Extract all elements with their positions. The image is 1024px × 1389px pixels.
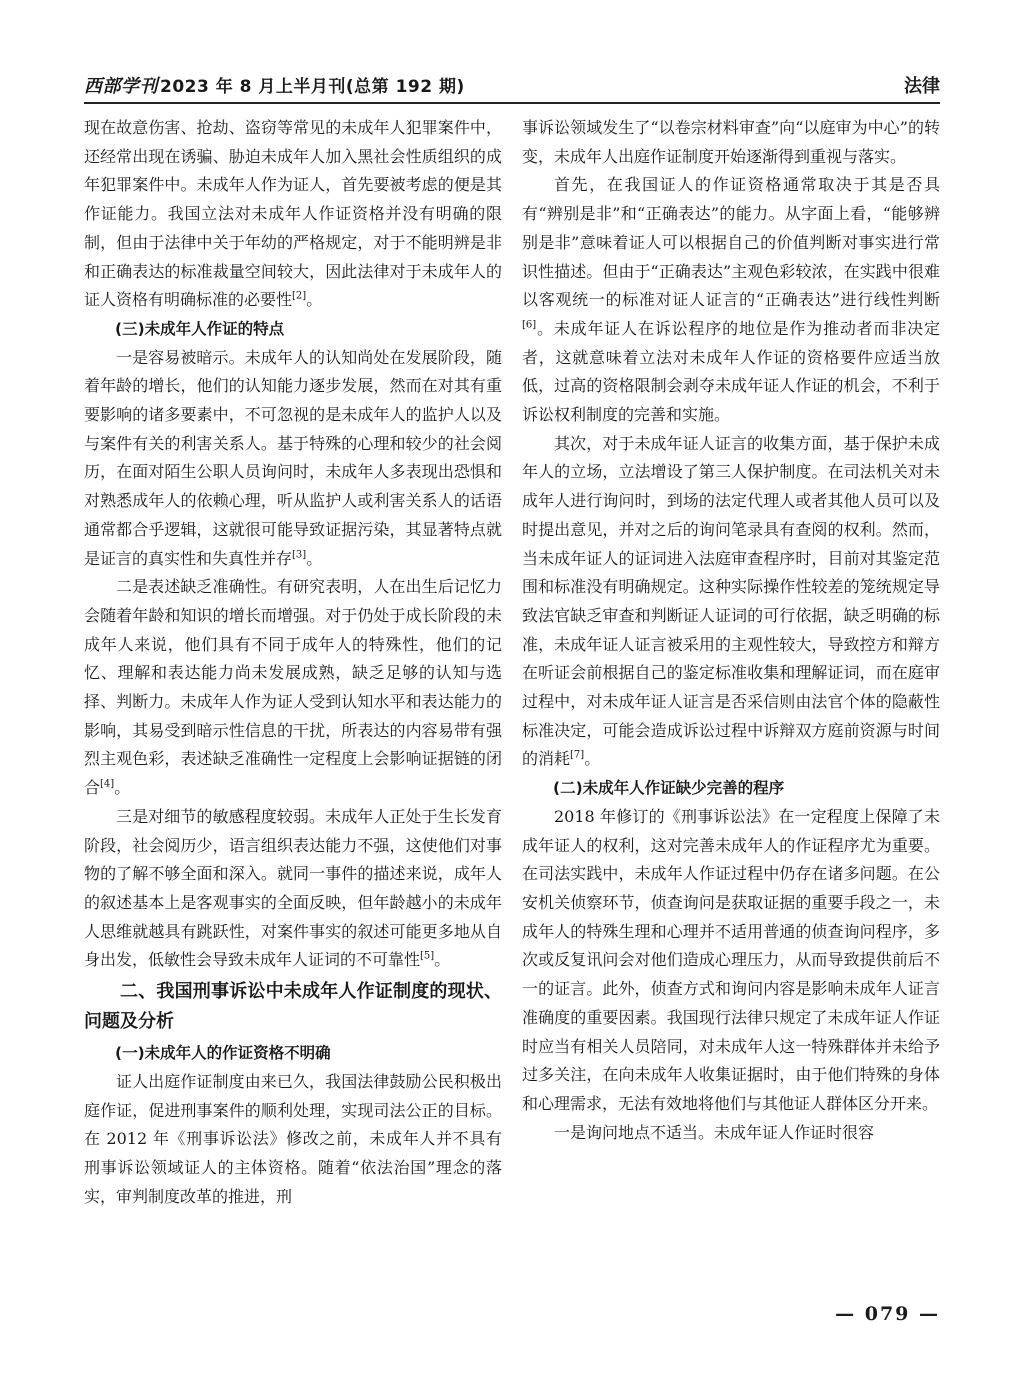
subsection-heading: (三)未成年人作证的特点 [115,319,285,338]
paragraph: 首先，在我国证人的作证资格通常取决于其是否具有“辨别是非”和“正确表达”的能力。从字面上看，“能够辨别是非”意味着证人可以根据自己的价值判断对事实进行常识性描述。但由于“正确表达”主观色彩较浓，在实践中很难以客观统一的标准对证人证言的“正确表达”进行线性判断[6]。未成年证人在诉讼程序的地位是作为推动者而非决定者，这就意味着立法对未成年人作证的资格要件应适当放低，过高的资格限制会剥夺未成年证人作证的机会，不利于诉讼权利制度的完善和实施。 [522,175,940,425]
issue-info: 2023 年 8 月上半月刊(总第 192 期) [160,77,465,97]
paragraph: 一是询问地点不适当。未成年证人作证时很容 [554,1122,875,1142]
left-column [84,114,502,1304]
paragraph: 二是表述缺乏准确性。有研究表明，人在出生后记忆力会随着年龄和知识的增长而增强。对于仍处于成长阶段的未成年人来说，他们具有不同于成年人的特殊性，他们的记忆、理解和表达能力尚未发展成熟，缺乏足够的认知与选择、判断力。未成年人作为证人受到认知水平和表达能力的影响，其易受到暗示性信息的干扰，所表达的内容易带有强烈主观色彩，表述缺乏准确性一定程度上会影响证据链的闭合[4]。 [84,577,502,798]
journal-logo: 西部学刊 [84,76,158,97]
paragraph: 三是对细节的敏感程度较弱。未成年人正处于生长发育阶段，社会阅历少，语言组织表达能力不强，这使他们对事物的了解不够全面和深入。就同一事件的描述来说，成年人的叙述基本上是客观事实的全面反映，但年龄越小的未成年人思维就越具有跳跃性，对案件事实的叙述可能更多地从自身出发，低敏性会导致未成年人证词的不可靠性[5]。 [84,806,502,970]
paragraph: 2018 年修订的《刑事诉讼法》在一定程度上保障了未成年证人的权利，这对完善未成年人的作证程序尤为重要。在司法实践中，未成年人作证过程中仍存在诸多问题。在公安机关侦察环节，侦查询问是获取证据的重要手段之一，未成年人的特殊生理和心理并不适用普通的侦查询问程序，多次或反复讯问会对他们造成心理压力，从而导致提供前后不一的证言。此外，侦查方式和询问内容是影响未成年人证言准确度的重要因素。我国现行法律只规定了未成年证人作证时应当有相关人员陪同，对未成年人这一特殊群体并未给予过多关注，在向未成年人收集证据时，由于他们特殊的身体和心理需求，无法有效地将他们与其他证人群体区分开来。 [522,806,940,1113]
section-name: 法律 [904,76,940,97]
page-header [84,68,940,104]
citation: [3] [292,549,307,561]
journal-masthead [84,72,465,98]
paragraph: 事诉讼领域发生了“以卷宗材料审查”向“以庭审为中心”的转变，未成年人出庭作证制度开始逐渐得到重视与落实。 [522,118,940,166]
citation: [5] [420,951,435,963]
paragraph: 证人出庭作证制度由来已久，我国法律鼓励公民积极出庭作证，促进刑事案件的顺利处理，实现司法公正的目标。在 2012 年《刑事诉讼法》修改之前，未成年人并不具有刑事诉讼领域证人的主体资格。随着“依法治国”理念的落实，审判制度改革的推进，刑 [84,1071,502,1206]
page-number: — 079 — [835,1303,940,1325]
paragraph: 一是容易被暗示。未成年人的认知尚处在发展阶段，随着年龄的增长，他们的认知能力逐步发展，然而在对其有重要影响的诸多要素中，不可忽视的是未成年人的监护人以及与案件有关的利害关系人。基于特殊的心理和较少的社会阅历，在面对陌生公职人员询问时，未成年人多表现出恐惧和对熟悉成年人的依赖心理，听从监护人或利害关系人的话语通常都合乎逻辑，这就很可能导致证据污染，其显著特点就是证言的真实性和失真性并存[3]。 [84,347,502,568]
section-heading: 二、我国刑事诉讼中未成年人作证制度的现状、问题及分析 [84,981,502,1033]
citation: [7] [570,750,585,762]
paragraph: 其次，对于未成年证人证言的收集方面，基于保护未成年人的立场，立法增设了第三人保护制度。在司法机关对未成年人进行询问时，到场的法定代理人或者其他人员可以及时提出意见，并对之后的询问笔录具有查阅的权利。然而，当未成年证人的证词进入法庭审查程序时，目前对其鉴定范围和标准没有明确规定。这种实际操作性较差的笼统规定导致法官缺乏审查和判断证人证词的可行依据，缺乏明确的标准，未成年证人证言被采用的主观性较大，导致控方和辩方在听证会前根据自己的鉴定标准收集和理解证词，而在庭审过程中，对未成年证人证言是否采信则由法官个体的隐蔽性标准决定，可能会造成诉讼过程中诉辩双方庭前资源与时间的消耗[7]。 [522,433,940,769]
subsection-heading: (二)未成年人作证缺少完善的程序 [553,779,785,798]
citation: [4] [100,778,115,790]
citation: [2] [292,290,307,302]
citation: [6] [522,319,537,331]
paragraph: 现在故意伤害、抢劫、盗窃等常见的未成年人犯罪案件中，还经常出现在诱骗、胁迫未成年人加入黑社会性质组织的成年犯罪案件中。未成年人作为证人，首先要被考虑的便是其作证能力。我国立法对未成年人作证资格并没有明确的限制，但由于法律中关于年幼的严格规定，对于不能明辨是非和正确表达的标准裁量空间较大，因此法律对于未成年人的证人资格有明确标准的必要性[2]。 [84,118,502,310]
right-column [522,114,940,1304]
subsection-heading: (一)未成年人的作证资格不明确 [115,1044,331,1063]
